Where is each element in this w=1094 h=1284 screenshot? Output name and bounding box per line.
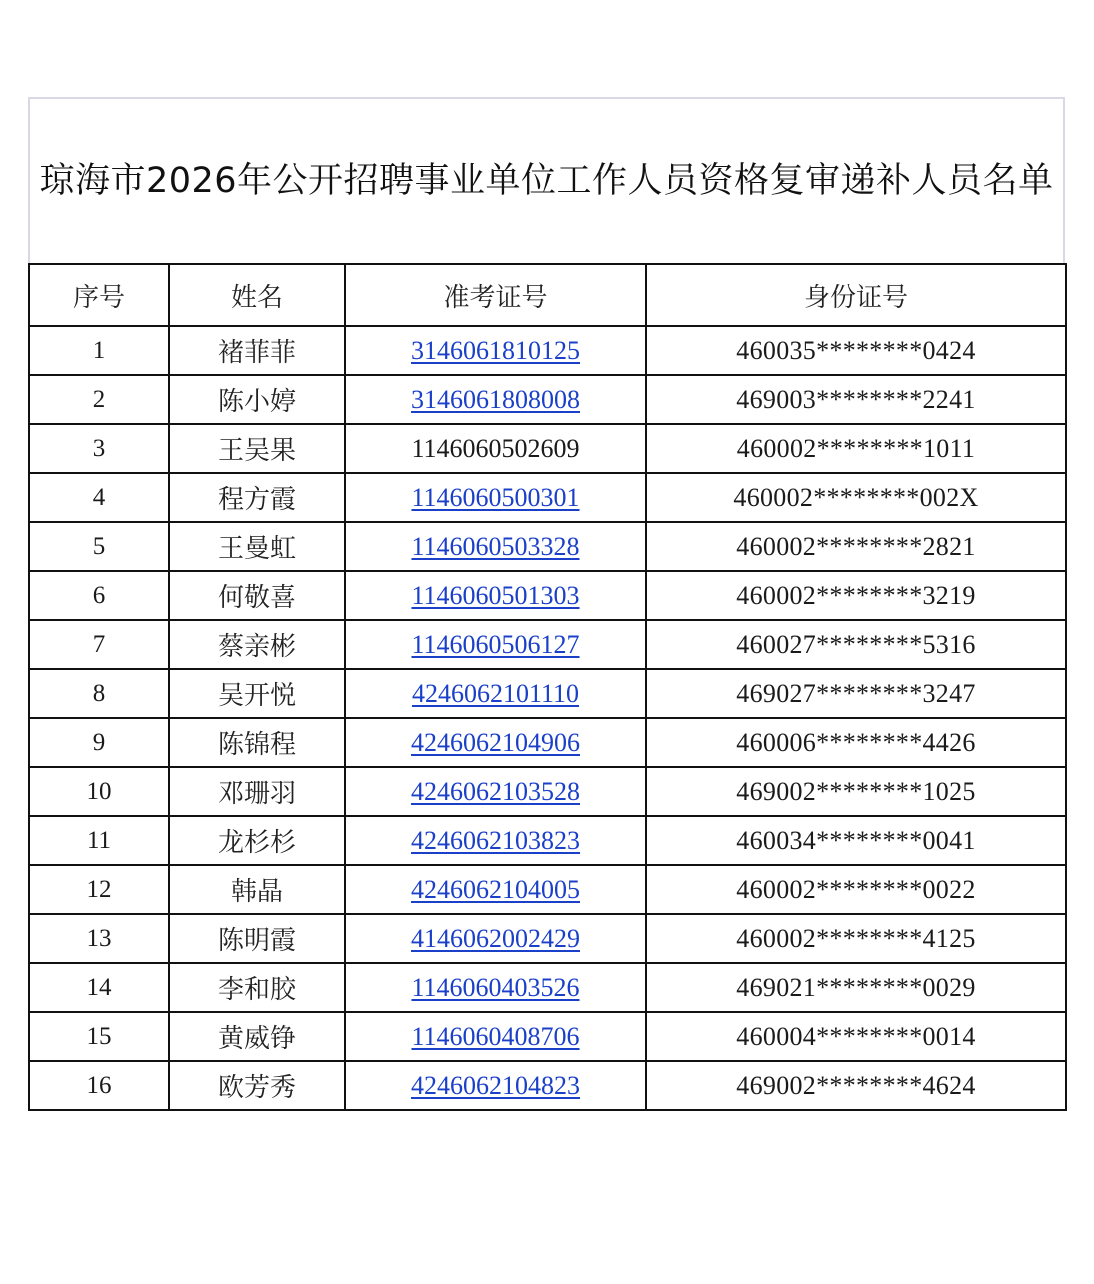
header-id-number: 身份证号 [646,264,1066,326]
page-title: 琼海市2026年公开招聘事业单位工作人员资格复审递补人员名单 [39,160,1054,201]
cell-name: 黄威铮 [169,1012,345,1061]
cell-exam-number [345,669,646,718]
cell-exam-number [345,816,646,865]
cell-exam-number [345,914,646,963]
cell-name: 王曼虹 [169,522,345,571]
cell-id-number: 460002********1011 [646,424,1066,473]
cell-id-number: 460006********4426 [646,718,1066,767]
cell-index: 15 [29,1012,169,1061]
cell-id-number: 460002********4125 [646,914,1066,963]
cell-index: 10 [29,767,169,816]
table-row [29,914,1066,963]
cell-exam-number [345,473,646,522]
exam-number-link[interactable]: 1146060403526 [411,972,580,1002]
cell-exam-number [345,767,646,816]
exam-number-link[interactable]: 3146061810125 [411,335,580,365]
cell-id-number: 460035********0424 [646,326,1066,375]
table-header-row [29,264,1066,326]
cell-index: 8 [29,669,169,718]
cell-index: 1 [29,326,169,375]
cell-index: 2 [29,375,169,424]
table-row [29,620,1066,669]
cell-index: 16 [29,1061,169,1110]
cell-name: 蔡亲彬 [169,620,345,669]
cell-exam-number [345,1061,646,1110]
cell-name: 邓珊羽 [169,767,345,816]
cell-exam-number [345,424,646,473]
cell-name: 陈明霞 [169,914,345,963]
cell-exam-number [345,1012,646,1061]
table-row [29,571,1066,620]
cell-id-number: 460002********2821 [646,522,1066,571]
header-exam-number: 准考证号 [345,264,646,326]
header-index: 序号 [29,264,169,326]
cell-index: 3 [29,424,169,473]
title-box [28,97,1065,263]
cell-id-number: 460027********5316 [646,620,1066,669]
cell-name: 龙杉杉 [169,816,345,865]
cell-index: 12 [29,865,169,914]
exam-number-link[interactable]: 4246062103528 [411,776,580,806]
exam-number-link[interactable]: 1146060506127 [411,629,580,659]
cell-id-number: 469002********4624 [646,1061,1066,1110]
exam-number-link[interactable]: 1146060408706 [411,1021,580,1051]
cell-index: 5 [29,522,169,571]
cell-id-number: 469003********2241 [646,375,1066,424]
table-row [29,473,1066,522]
cell-id-number: 460002********3219 [646,571,1066,620]
exam-number-link[interactable]: 4246062103823 [411,825,580,855]
exam-number-text: 1146060502609 [411,433,580,463]
exam-number-link[interactable]: 3146061808008 [411,384,580,414]
cell-id-number: 460002********0022 [646,865,1066,914]
cell-name: 陈锦程 [169,718,345,767]
cell-name: 褚菲菲 [169,326,345,375]
cell-id-number: 460034********0041 [646,816,1066,865]
cell-name: 吴开悦 [169,669,345,718]
cell-name: 陈小婷 [169,375,345,424]
table-row [29,865,1066,914]
cell-exam-number [345,375,646,424]
table-row [29,1061,1066,1110]
cell-name: 李和胶 [169,963,345,1012]
exam-number-link[interactable]: 4246062104005 [411,874,580,904]
cell-id-number: 460002********002X [646,473,1066,522]
table-row [29,522,1066,571]
cell-name: 何敬喜 [169,571,345,620]
cell-index: 4 [29,473,169,522]
cell-index: 11 [29,816,169,865]
exam-number-link[interactable]: 1146060501303 [411,580,580,610]
table-row [29,816,1066,865]
table-body [29,326,1066,1110]
table-row [29,326,1066,375]
cell-index: 6 [29,571,169,620]
exam-number-link[interactable]: 1146060503328 [411,531,580,561]
cell-id-number: 469021********0029 [646,963,1066,1012]
exam-number-link[interactable]: 4246062101110 [411,678,580,708]
cell-exam-number [345,571,646,620]
table-row [29,375,1066,424]
exam-number-link[interactable]: 4246062104823 [411,1070,580,1100]
cell-id-number: 469002********1025 [646,767,1066,816]
header-name: 姓名 [169,264,345,326]
table-row [29,424,1066,473]
cell-index: 14 [29,963,169,1012]
candidate-table [28,263,1067,1111]
cell-exam-number [345,620,646,669]
cell-name: 王吴果 [169,424,345,473]
cell-id-number: 460004********0014 [646,1012,1066,1061]
cell-name: 程方霞 [169,473,345,522]
cell-name: 欧芳秀 [169,1061,345,1110]
cell-index: 7 [29,620,169,669]
table-row [29,669,1066,718]
exam-number-link[interactable]: 4146062002429 [411,923,580,953]
cell-index: 13 [29,914,169,963]
exam-number-link[interactable]: 4246062104906 [411,727,580,757]
table-row [29,1012,1066,1061]
cell-exam-number [345,963,646,1012]
table-row [29,767,1066,816]
cell-exam-number [345,865,646,914]
cell-exam-number [345,326,646,375]
cell-index: 9 [29,718,169,767]
document-sheet [28,97,1065,1111]
table-row [29,963,1066,1012]
cell-exam-number [345,718,646,767]
cell-id-number: 469027********3247 [646,669,1066,718]
exam-number-link[interactable]: 1146060500301 [411,482,580,512]
table-row [29,718,1066,767]
cell-exam-number [345,522,646,571]
cell-name: 韩晶 [169,865,345,914]
